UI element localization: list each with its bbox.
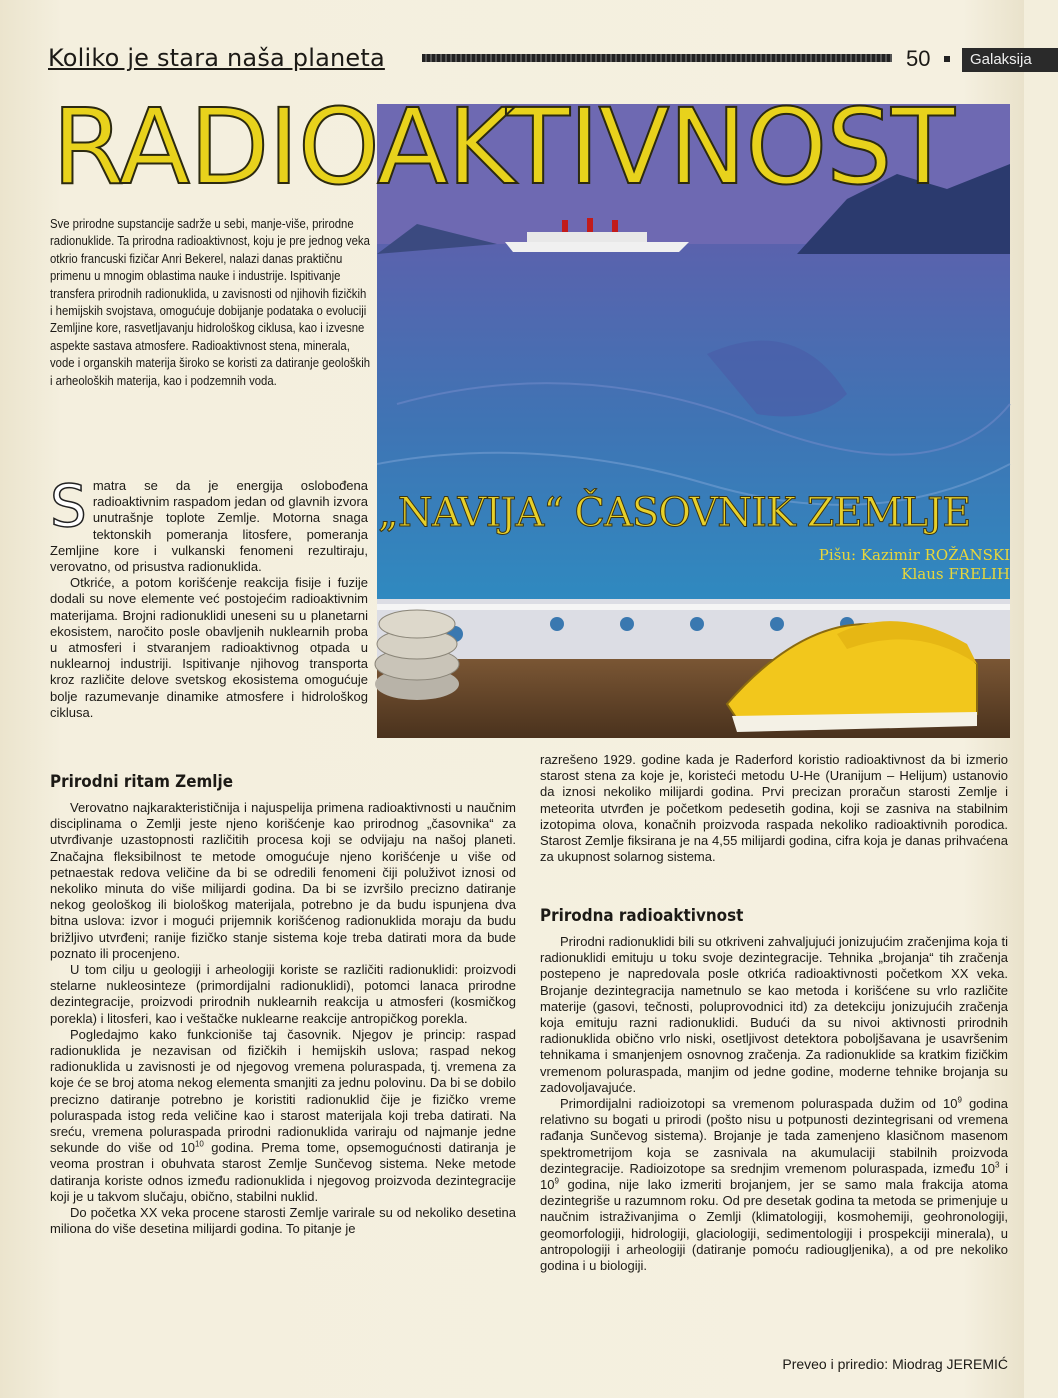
drop-cap: S [50,472,87,540]
article-title: RADIOAKTIVNOST [52,86,954,208]
right-body-column [540,934,1008,1274]
body-paragraph: Prirodni radionuklidi bili su otkriveni zahvaljujući jonizujućim zračenjima koja ti radionuklidi emituju u toku svoje dezintegracije. Tehnika „brojanja“ tih zračenja postepeno je napredovala posle otkrića radioaktivnosti početkom XX veka. Brojanje dezintegracija nametnulo se kao metoda i korišćene su vrlo različite materije (gasovi, tečnosti, poluprovodnici itd) za detekciju jonizujućih zračenja koja emituju razni radionuklidi. Budući da su nivoi aktivnosti prirodnih radionuklida obično vrlo niski, osetljivost detektora poboljšavana je usavršenim tehnikama i smanjenjem osnovnog zračenja. Za radionuklide sa kratkim fizičkim vremenom poluraspada, manjim od jedne godine, moderne tehnike brojanja su zadovoljavajuće. [540,934,1008,1095]
body-paragraph: U tom cilju u geologiji i arheologiji koriste se različiti radionuklidi: proizvodi stelarne nukleosinteze (primordijalni radionuklidi), potomci lanaca prirodne dezintegracije, proizvodi prirodnih nuklearnih reakcija u atmosferi (kosmičkog porekla) i litosferi, kao i veštačke nuklearne reakcije antropičkog porekla. [50,962,516,1026]
header-bullet [944,56,950,62]
byline-author-1: Pišu: Kazimir ROŽANSKI [818,546,1010,564]
article-subtitle: „NAVIJA“ ČASOVNIK ZEMLJE [378,490,971,536]
intro-column [50,472,368,721]
byline [790,546,1010,584]
lead-paragraph: Sve prirodne supstancije sadrže u sebi, manje-više, prirodne radionuklide. Ta prirodna radioaktivnost, koju je pre jednog veka otkrio francuski fizičar Anri Bekerel, nalazi danas praktičnu primenu u mnogim oblastima nauke i industrije. Ispitivanje transfera prirodnih radionuklida, u zavisnosti od njihovih fizičkih i hemijskih svojstava, omogućuje dobijanje podataka o evoluciji Zemljine kore, rasvetljavanju hidrološkog ciklusa, kao i izvesne aspekte sastava atmosfere. Radioaktivnost stena, minerala, vode i organskih materija široko se koristi za datiranje geoloških i arheoloških materija, kao i podzemnih voda. [50,217,371,388]
translation-credit: Preveo i priredio: Miodrag JEREMIĆ [782,1356,1008,1372]
intro-paragraph-2: Otkriće, a potom korišćenje reakcija fisije i fuzije dodali su nove elemente već postojećim radioaktivnim materijama. Brojni radionuklidi uneseni su u planetarni ekosistem, naročito posle obavljenih nuklearnih proba u atmosferi i stvaranjem radioaktivnog otpada u nuklearnoj industriji. Ispitivanje njihovog transporta kroz različite delove svetskog ekosistema omogućuje bolje razumevanje dinamike atmosfere i hidrološkog ciklusa. [50,575,368,720]
section-heading-prirodni-ritam: Prirodni ritam Zemlje [50,772,234,791]
body-paragraph: Pogledajmo kako funkcioniše taj časovnik. Njegov je princip: raspad radionuklida je nezavisan od fizičkih i hemijskih uslova; raspad nekog radionuklida u zavisnosti je od njegovog vremena poluraspada, tj. vremena za koje će se broj atoma nekog elementa smanjiti za jednu polovinu. Da bi se dobilo precizno datiranje potrebno je koristiti radionuklid čije je fizičko vreme poluraspada istog reda veličine kao i starost materijala koji treba datirati. Na sreću, vremena poluraspada prirodni radionuklida variraju od najmanje jedne sekunde do više od $10^{10}$ godina. Prema tome, opsemogućnosti datiranja je veoma prostran i obuhvata starost Zemlje Sunčevog sistema. Neke metode datiranja koriste odnos između radionuklida i njegovog proizvoda dezintegracije koji je u takvom slučaju, obično, stabilni nuklid. [50,1026,516,1204]
right-body-column-top [540,752,1008,865]
section-heading-prirodna-radioaktivnost: Prirodna radioaktivnost [540,906,744,925]
coiled-rope [375,610,459,700]
running-header [48,42,1032,76]
magazine-name: Galaksija [962,48,1058,72]
header-rule [422,54,892,62]
body-paragraph: Primordijalni radioizotopi sa vremenom poluraspada dužim od $10^9$ godina relativno su bogati u prirodi (pošto nisu u potpunosti dezintegrisani od vremena rađanja Sunčevog sistema). Brojanje je tada zamenjeno klasičnom masenom spektrometrijom koja se zasnivala na akumulaciji stabilnih proizvoda dezintegracije. Radioizotope sa srednjim vremenom poluraspada, između $10^3$ i $10^9$ godina, nije lako izmeriti brojanjem, jer se samo mala frakcija atoma dezintegriše u razumnom roku. Od pre desetak godina ta metoda se primenjuje u naučnim istraživanjima o Zemlji (klimatologiji, kosmohemiji, geohronologiji, geomorfologiji, hidrologiji, glaciologiji, sedimentologiji i prospekciji minerala), u antropologiji i arheologiji (datiranje pomoću radiougljenika), a od pre nekoliko godina i u biologiji. [540,1095,1008,1274]
page-number: 50 [906,46,931,71]
body-paragraph: Verovatno najkarakterističnija i najuspelija primena radioaktivnosti u naučnim disciplinama o Zemlji jeste njeno korišćenje kao prirodnog „časovnika“ za utvrđivanje uzastopnosti različitih procesa koji se odvijaju na našoj planeti. Značajna fleksibilnost te metode omogućuje njeno korišćenje u više od petnaestak redova veličine da bi se odredili fenomeni čiji poluživot iznosi od nekoliko minuta do više milijardi godina. Da bi se izvršilo precizno datiranje nekog geološkog ili biološkog materijala, potrebno je da budu ispunjena dva bitna uslova: izvor i mogući prijemnik korišćenog radionuklida moraju da budu brižljivo utvrđeni; ranije fizičko stanje sistema koje treba datirati mora da bude poznato ili procenjeno. [50,800,516,961]
intro-paragraph-1: Smatra se da je energija oslobođena radioaktivnim raspadom jedan od glavnih izvora unutrašnje toplote Zemlje. Motorna snaga tektonskih pomeranja litosfere, pomeranja Zemljine kore i vulkanski fenomeni rezultiraju, verovatno, od prisustva radionuklida. [50,472,368,575]
body-paragraph: razrešeno 1929. godine kada je Raderford koristio radioaktivnost da bi izmerio starost stena za koje je, koristeći metodu U-He (Uranijum – Helijum) ustanovio da iznosi nekoliko milijardi godina. Prvi precizan proračun starosti Zemlje i meteorita utvrđen je početkom pedesetih godina, koji se zasniva na stabilnim izotopima olova, konačnih proizvoda raspada nekoliko radioaktivnih porodica. Starost Zemlje fiksirana je na 4,55 milijardi godina, cifra koja je danas prihvaćena za ukupnost solarnog sistema. [540,752,1008,865]
byline-author-2: Klaus FRELIH [901,565,1010,583]
body-paragraph: Do početka XX veka procene starosti Zemlje varirale su od nekoliko desetina miliona do više desetina milijardi godina. To pitanje je [50,1205,516,1237]
left-body-column [50,800,516,1237]
running-title: Koliko je stara naša planeta [48,44,385,72]
